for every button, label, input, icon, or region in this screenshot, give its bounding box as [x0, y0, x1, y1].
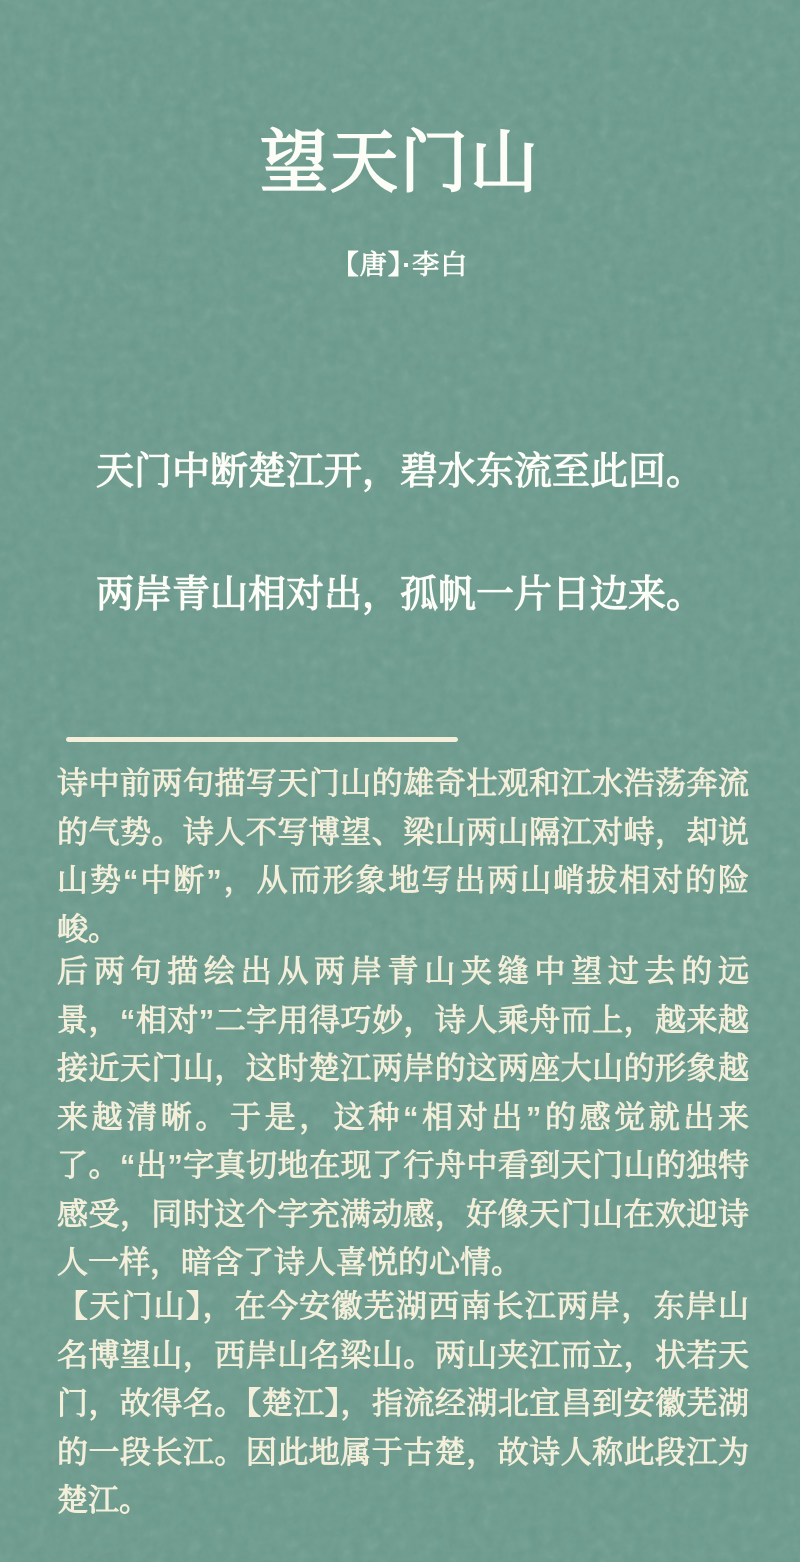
commentary-paragraph-1: 诗中前两句描写天门山的雄奇壮观和江水浩荡奔流的气势。诗人不写博望、梁山两山隔江对峙，却说山势“中断”，从而形象地写出两山峭拔相对的险峻。 — [57, 766, 749, 947]
section-divider — [66, 737, 458, 742]
poem-title: 望天门山 — [259, 125, 540, 201]
poem-line-1: 天门中断楚江开，碧水东流至此回。 — [95, 451, 704, 493]
commentary-paragraph-3: 【天门山】，在今安徽芜湖西南长江两岸，东岸山名博望山，西岸山名梁山。两山夹江而立，状若天门，故得名。【楚江】，指流经湖北宜昌到安徽芜湖的一段长江。因此地属于古楚，故诗人称此段江为楚江。 — [57, 1289, 749, 1518]
poem-author: 【唐】·李白 — [331, 250, 469, 280]
commentary-paragraph-2: 后两句描绘出从两岸青山夹缝中望过去的远景，“相对”二字用得巧妙，诗人乘舟而上，越来越接近天门山，这时楚江两岸的这两座大山的形象越来越清晰。于是，这种“相对出”的感觉就出来了。“出”字真切地在现了行舟中看到天门山的独特感受，同时这个字充满动感，好像天门山在欢迎诗人一样，暗含了诗人喜悦的心情。 — [57, 954, 749, 1280]
poem-line-2: 两岸青山相对出，孤帆一片日边来。 — [95, 574, 704, 616]
